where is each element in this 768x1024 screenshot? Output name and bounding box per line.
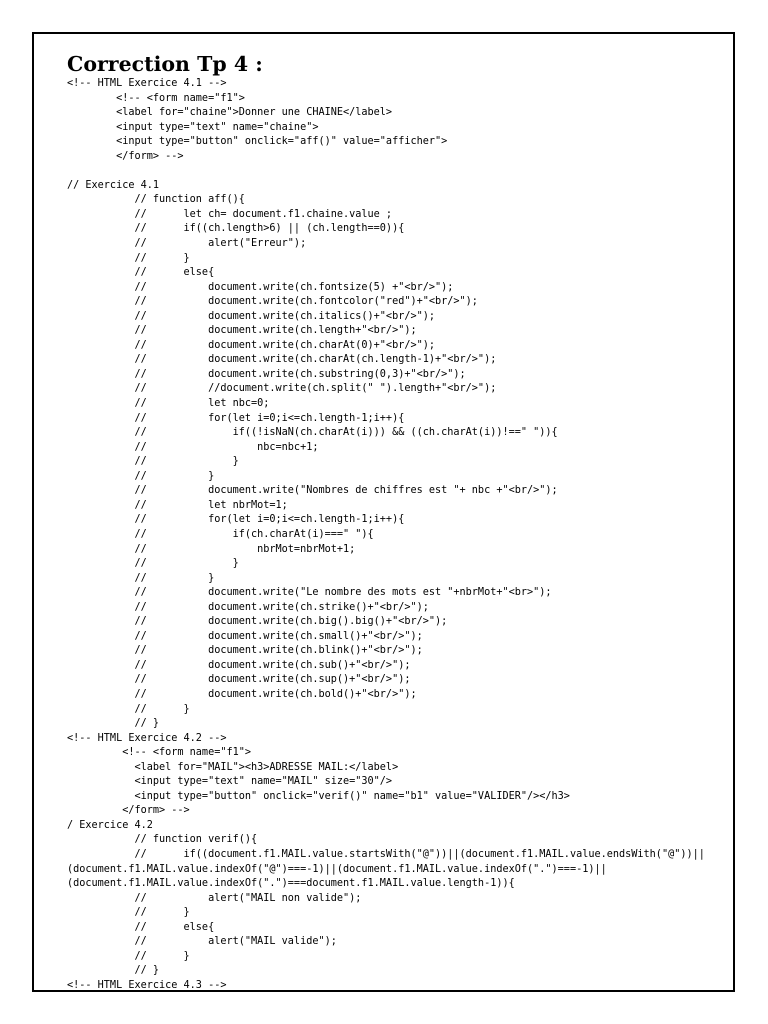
code-line: // }: [67, 470, 215, 482]
code-line: // Exercice 4.1: [67, 179, 160, 191]
code-line: // }: [67, 703, 190, 715]
code-line: <label for="MAIL"><h3>ADRESSE MAIL:</label>: [67, 761, 399, 773]
code-line: // document.write(ch.big().big()+"<br/>");: [67, 616, 448, 628]
code-line: // }: [67, 456, 239, 468]
code-line: // document.write(ch.fontsize(5) +"<br/>");: [67, 281, 454, 293]
code-line: // }: [67, 950, 190, 962]
code-line: (document.f1.MAIL.value.indexOf(".")===document.f1.MAIL.value.length-1)){: [67, 878, 515, 890]
code-line: // let ch= document.f1.chaine.value ;: [67, 208, 393, 220]
code-line: // function aff(){: [67, 194, 245, 206]
code-line: // nbc=nbc+1;: [67, 441, 319, 453]
code-line: // for(let i=0;i<=ch.length-1;i++){: [67, 412, 405, 424]
code-line: // //document.write(ch.split(" ").length+"<br/>");: [67, 383, 497, 395]
code-line: <input type="text" name="chaine">: [67, 121, 319, 133]
code-line: // document.write(ch.small()+"<br/>");: [67, 630, 423, 642]
code-line: / Exercice 4.2: [67, 819, 153, 831]
code-listing: [67, 77, 705, 993]
code-line: // else{: [67, 267, 215, 279]
code-line: // nbrMot=nbrMot+1;: [67, 543, 356, 555]
code-line: // alert("MAIL non valide");: [67, 892, 362, 904]
code-line: // document.write(ch.bold()+"<br/>");: [67, 688, 417, 700]
code-line: // if((document.f1.MAIL.value.startsWith("@"))||(document.f1.MAIL.value.endsWith("@"))||: [67, 848, 705, 860]
code-line: // document.write(ch.strike()+"<br/>");: [67, 601, 429, 613]
code-line: // }: [67, 907, 190, 919]
code-line: (document.f1.MAIL.value.indexOf("@")===-1)||(document.f1.MAIL.value.indexOf(".")===-1)||: [67, 863, 607, 875]
code-line: <!-- <form name="f1">: [67, 747, 252, 759]
code-line: // else{: [67, 921, 215, 933]
code-line: // }: [67, 718, 160, 730]
code-line: // if((!isNaN(ch.charAt(i))) && ((ch.charAt(i))!==" ")){: [67, 427, 558, 439]
code-line: <input type="text" name="MAIL" size="30"/>: [67, 776, 393, 788]
code-line: // let nbc=0;: [67, 398, 270, 410]
code-line: // document.write(ch.sup()+"<br/>");: [67, 674, 411, 686]
code-line: // document.write(ch.sub()+"<br/>");: [67, 659, 411, 671]
code-line: // document.write(ch.charAt(ch.length-1)+"<br/>");: [67, 354, 497, 366]
code-line: // }: [67, 965, 160, 977]
code-line: <!-- HTML Exercice 4.1 -->: [67, 78, 227, 89]
code-line: // document.write(ch.italics()+"<br/>");: [67, 310, 436, 322]
code-line: // document.write("Nombres de chiffres est "+ nbc +"<br/>");: [67, 485, 558, 497]
code-line: // }: [67, 558, 239, 570]
code-line: // alert("MAIL valide");: [67, 936, 337, 948]
document-page: [32, 32, 735, 992]
code-line: // document.write(ch.length+"<br/>");: [67, 325, 417, 337]
code-line: <label for="chaine">Donner une CHAINE</label>: [67, 107, 393, 119]
code-line: // document.write(ch.blink()+"<br/>");: [67, 645, 423, 657]
document-title: Correction Tp 4 :: [67, 52, 263, 76]
code-line: // function verif(){: [67, 834, 258, 846]
code-line: // document.write(ch.fontcolor("red")+"<br/>");: [67, 296, 478, 308]
code-line: // document.write(ch.substring(0,3)+"<br/>");: [67, 368, 466, 380]
code-line: // }: [67, 572, 215, 584]
code-line: // alert("Erreur");: [67, 238, 307, 250]
code-line: </form> -->: [67, 150, 184, 162]
code-line: // if((ch.length>6) || (ch.length==0)){: [67, 223, 405, 235]
code-line: <!-- <form name="f1">: [67, 92, 245, 104]
code-line: <!-- HTML Exercice 4.3 -->: [67, 979, 227, 991]
code-line: // for(let i=0;i<=ch.length-1;i++){: [67, 514, 405, 526]
code-line: // let nbrMot=1;: [67, 499, 288, 511]
code-line: // document.write(ch.charAt(0)+"<br/>");: [67, 339, 436, 351]
code-line: <input type="button" onclick="verif()" name="b1" value="VALIDER"/></h3>: [67, 790, 570, 802]
code-line: // document.write("Le nombre des mots est "+nbrMot+"<br>");: [67, 587, 552, 599]
code-line: [67, 164, 705, 179]
code-line: <input type="button" onclick="aff()" value="afficher">: [67, 136, 448, 148]
code-line: // if(ch.charAt(i)===" "){: [67, 528, 374, 540]
code-line: </form> -->: [67, 805, 190, 817]
code-line: <!-- HTML Exercice 4.2 -->: [67, 732, 227, 744]
code-line: // }: [67, 252, 190, 264]
